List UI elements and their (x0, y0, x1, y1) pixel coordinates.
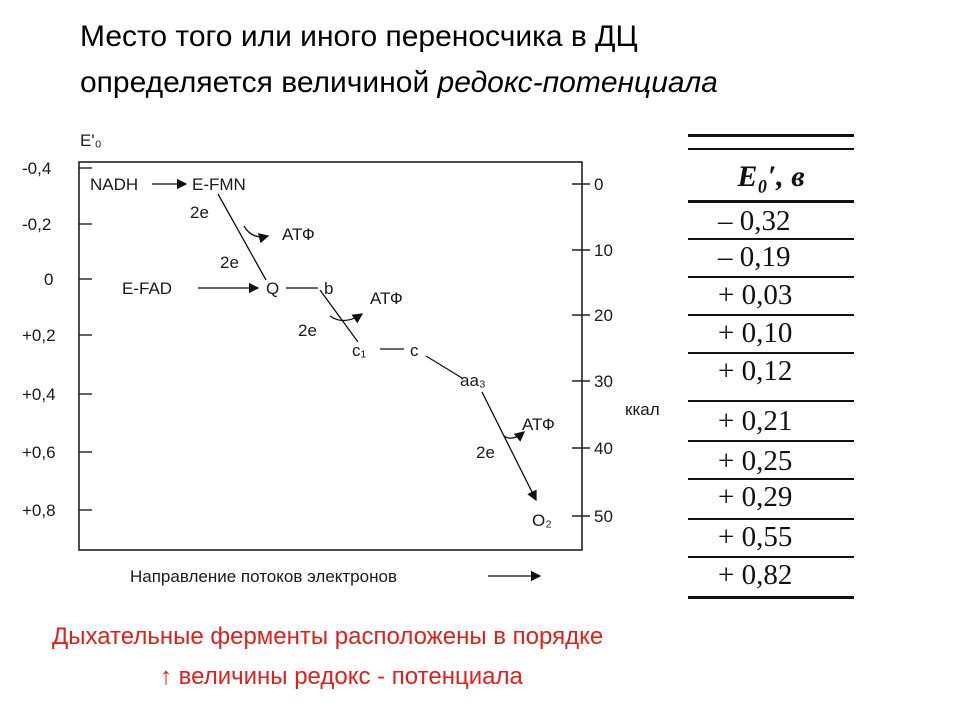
table-value: + 0,55 (718, 521, 793, 553)
table-value: + 0,03 (718, 279, 793, 311)
left-tick-label: -0,4 (22, 159, 52, 178)
left-tick-label: 0 (44, 270, 54, 289)
table-rule (688, 134, 854, 137)
electrons-label-2: 2e (220, 253, 239, 272)
title-line-1: Место того или иного переносчика в ДЦ (80, 20, 638, 53)
right-tick-label: 10 (594, 241, 613, 260)
right-tick-label: 40 (594, 439, 613, 458)
c-to-aa3-line (426, 356, 462, 378)
title-line-2-italic: редокс-потенциала (437, 66, 718, 99)
b-to-c1-line (320, 290, 358, 342)
title-line-2 (80, 60, 900, 106)
efmn-label: E-FMN (192, 175, 246, 194)
table-header: E₀′, в (737, 160, 805, 193)
atp-label-2: АТФ (370, 289, 403, 308)
left-axis (22, 159, 92, 520)
right-axis (572, 175, 660, 526)
c-label: c (410, 341, 419, 360)
table-value: + 0,29 (718, 481, 793, 513)
left-tick-label: +0,8 (22, 501, 56, 520)
table-rule (688, 148, 854, 150)
y-axis-label: E'₀ (80, 131, 102, 150)
table-rule (688, 200, 854, 203)
efad-label: E-FAD (122, 279, 173, 298)
electrons-label-3: 2e (298, 321, 317, 340)
table-value: – 0,32 (718, 205, 791, 237)
left-tick-label: +0,2 (22, 326, 56, 345)
table-rule (688, 440, 854, 442)
table-rule (688, 596, 854, 599)
title-line-2-prefix: определяется величиной (80, 66, 438, 99)
atp-label-3: АТФ (522, 415, 555, 434)
slide-title (80, 14, 900, 106)
nadh-label: NADH (90, 175, 139, 194)
electrons-label-4: 2e (476, 443, 495, 462)
diagram-frame (79, 162, 582, 550)
table-value: + 0,10 (718, 317, 793, 349)
redox-potential-table (688, 134, 854, 600)
diagram-svg (0, 120, 690, 600)
q-label: Q (266, 279, 280, 298)
table-rule (688, 400, 854, 402)
c1-label: c₁ (352, 341, 367, 360)
right-tick-label: 0 (594, 175, 604, 194)
atp-arrow-2 (330, 314, 362, 321)
table-value: + 0,25 (718, 445, 793, 477)
atp-arrow-1 (244, 226, 268, 237)
table-value: + 0,82 (718, 559, 793, 591)
right-tick-label: 20 (594, 306, 613, 325)
footer-line-2: ↑ величины редокс - потенциала (160, 663, 523, 690)
atp-arrow-3 (504, 432, 524, 438)
table-value: + 0,21 (718, 405, 793, 437)
atp-label-1: АТФ (282, 225, 315, 244)
o2-label: O₂ (532, 511, 552, 530)
left-tick-label: -0,2 (22, 215, 52, 234)
right-unit-label: ккал (625, 400, 660, 419)
right-tick-label: 30 (594, 372, 613, 391)
table-value: – 0,19 (718, 241, 791, 273)
right-tick-label: 50 (594, 507, 613, 526)
x-axis-label: Направление потоков электронов (130, 567, 397, 586)
electrons-label-1: 2e (190, 203, 209, 222)
left-tick-label: +0,4 (22, 385, 56, 404)
table-value: + 0,12 (718, 355, 793, 387)
left-tick-label: +0,6 (22, 443, 56, 462)
b-label: b (324, 279, 334, 298)
aa3-label: aa₃ (460, 371, 486, 390)
footer-line-1: Дыхательные ферменты расположены в порядке (52, 623, 604, 650)
electron-transport-diagram (0, 120, 690, 600)
